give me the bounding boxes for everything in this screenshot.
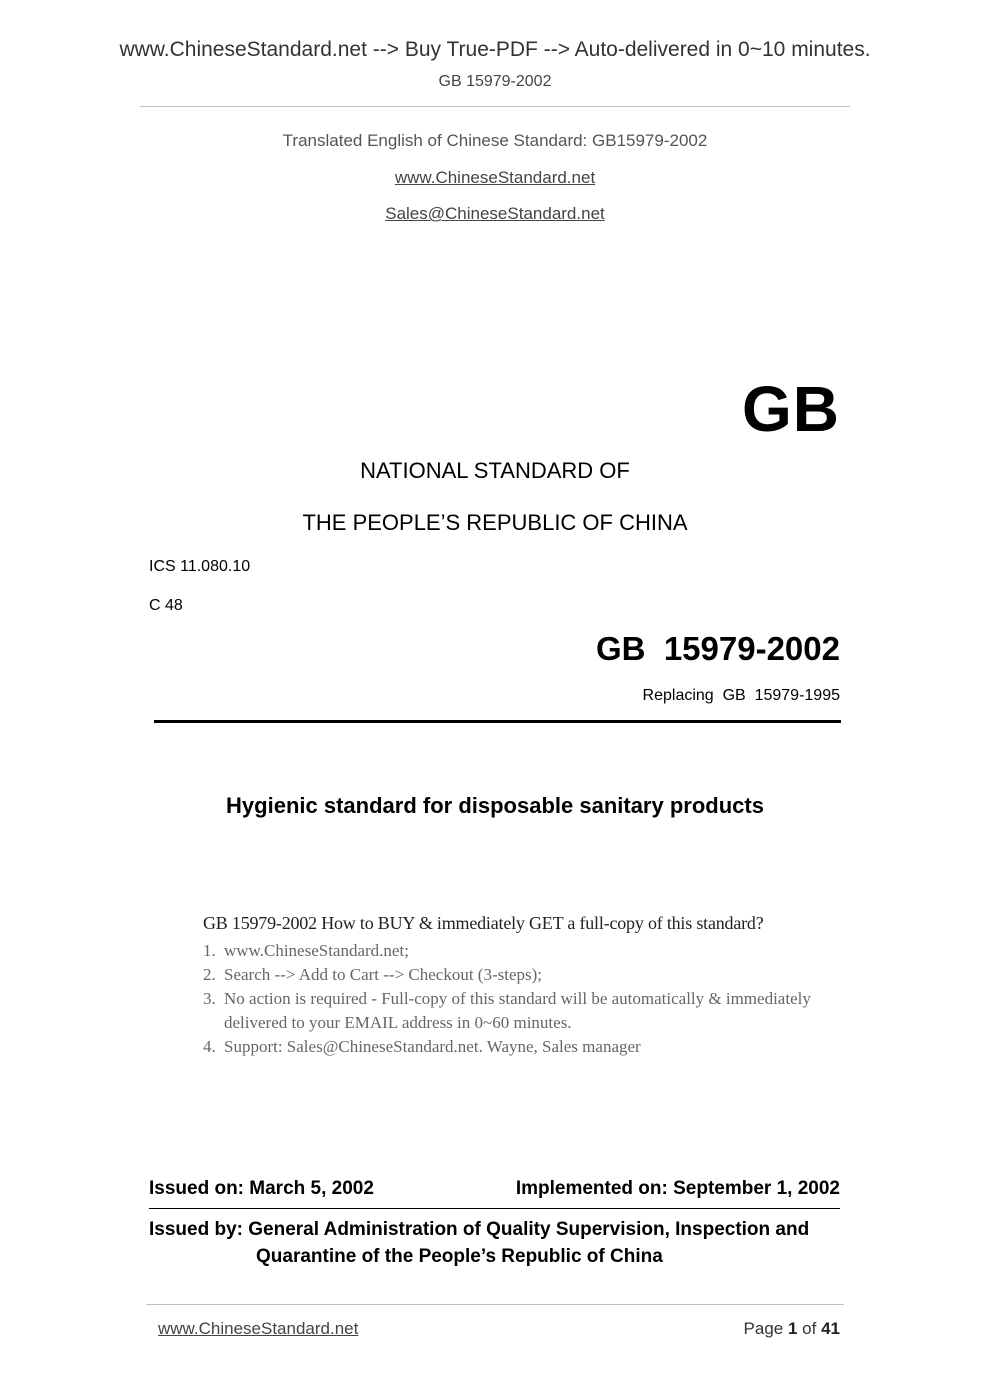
step-number: 2. — [203, 965, 216, 984]
step-text: www.ChineseStandard.net; — [224, 941, 409, 960]
issued-on-date: Issued on: March 5, 2002 — [149, 1178, 374, 1199]
page-current: 1 — [787, 1319, 798, 1338]
buy-steps-list — [203, 939, 843, 1059]
sales-email-link[interactable]: Sales@ChineseStandard.net — [385, 204, 605, 223]
footer-website-link[interactable]: www.ChineseStandard.net — [158, 1319, 359, 1338]
footer-link-container — [158, 1319, 358, 1339]
page-of: of — [797, 1319, 822, 1338]
step-text: No action is required - Full-copy of this standard will be automatically & immediately delivered to your EMAIL address in 0~60 minutes. — [224, 989, 811, 1032]
implemented-on-date: Implemented on: September 1, 2002 — [515, 1178, 840, 1199]
list-item — [203, 987, 843, 1035]
issued-by-line2: Quarantine of the People’s Republic of China — [256, 1246, 663, 1267]
ics-code: ICS 11.080.10 — [149, 558, 251, 575]
buy-info-heading: GB 15979-2002 How to BUY & immediately GET a full-copy of this standard? — [203, 913, 764, 933]
step-text: Support: Sales@ChineseStandard.net. Wayne, Sales manager — [224, 1037, 641, 1056]
step-text: Search --> Add to Cart --> Checkout (3-steps); — [224, 965, 543, 984]
step-number: 1. — [203, 941, 216, 960]
website-link-container — [0, 168, 990, 188]
list-item — [203, 963, 843, 987]
replacing-note: Replacing GB 15979-1995 — [642, 687, 840, 704]
national-standard-line2: THE PEOPLE’S REPUBLIC OF CHINA — [302, 510, 688, 535]
header-divider — [140, 106, 850, 107]
issue-divider — [149, 1208, 840, 1209]
ccs-code: C 48 — [149, 597, 183, 614]
title-divider — [154, 720, 841, 723]
footer-divider — [146, 1304, 844, 1305]
issued-by-line1: General Administration of Quality Supervision, Inspection and — [248, 1219, 810, 1240]
buy-info-box — [203, 913, 843, 1059]
national-standard-line1: NATIONAL STANDARD OF — [360, 458, 630, 483]
document-title: Hygienic standard for disposable sanitary products — [226, 793, 764, 818]
page-prefix: Page — [743, 1319, 788, 1338]
list-item — [203, 939, 843, 963]
translated-notice: Translated English of Chinese Standard: GB15979-2002 — [282, 131, 708, 150]
issued-by-block — [149, 1216, 849, 1270]
email-link-container — [0, 204, 990, 224]
list-item — [203, 1035, 843, 1059]
standard-number: GB 15979-2002 — [595, 630, 840, 667]
step-number: 4. — [203, 1037, 216, 1056]
issued-by-label: Issued by: — [149, 1219, 243, 1240]
page-number — [744, 1319, 840, 1339]
step-number: 3. — [203, 989, 216, 1008]
header-banner: www.ChineseStandard.net --> Buy True-PDF --> Auto-delivered in 0~10 minutes. — [119, 38, 871, 61]
gb-logo: GB — [742, 373, 840, 445]
website-link[interactable]: www.ChineseStandard.net — [394, 168, 596, 187]
header-doc-code: GB 15979-2002 — [438, 73, 552, 90]
page-total: 41 — [821, 1319, 840, 1338]
